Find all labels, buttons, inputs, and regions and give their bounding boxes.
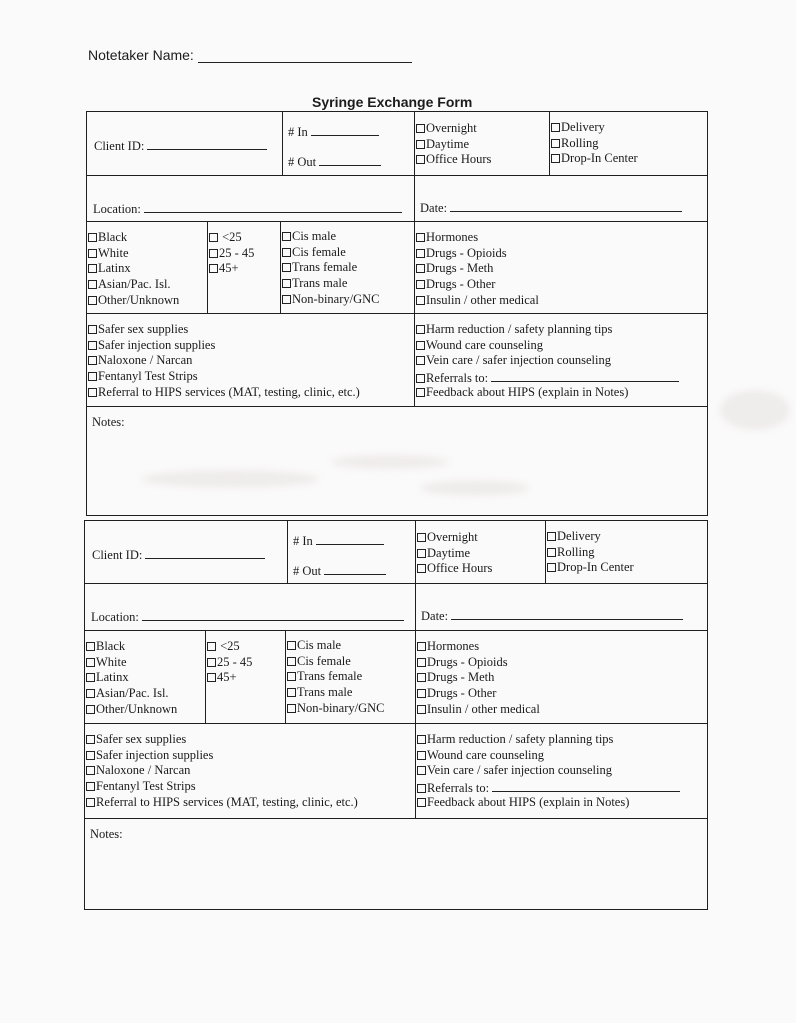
shift-options — [416, 121, 491, 168]
counseling-option — [416, 353, 679, 369]
checkbox-icon[interactable] — [287, 688, 296, 697]
row-divider — [86, 313, 708, 314]
gender-option — [287, 685, 385, 701]
location-field — [91, 608, 404, 626]
checkbox-icon[interactable] — [86, 642, 95, 651]
supply-options — [86, 732, 358, 810]
shift-option-label: Daytime — [426, 136, 470, 151]
checkbox-icon[interactable] — [88, 341, 97, 350]
row-divider — [84, 630, 708, 631]
supply-option — [88, 369, 360, 385]
counseling-option-label: Feedback about HIPS (explain in Notes) — [427, 794, 630, 809]
in-count-input[interactable] — [316, 532, 384, 545]
gender-option — [282, 245, 380, 261]
counseling-option — [417, 732, 680, 748]
date-field — [420, 199, 682, 217]
supply-option-label: Safer sex supplies — [98, 322, 189, 336]
checkbox-icon[interactable] — [88, 233, 97, 242]
checkbox-icon[interactable] — [86, 751, 95, 760]
checkbox-icon[interactable] — [417, 735, 426, 744]
checkbox-icon[interactable] — [417, 798, 426, 807]
column-divider — [549, 111, 550, 175]
race-option — [88, 230, 179, 246]
race-option — [86, 686, 177, 702]
checkbox-icon[interactable] — [417, 549, 426, 558]
checkbox-icon[interactable] — [282, 248, 291, 257]
client-id-field — [94, 137, 267, 155]
checkbox-icon[interactable] — [287, 672, 296, 681]
supply-option — [86, 763, 358, 779]
gender-option-label: Cis male — [297, 638, 342, 652]
shift-option-label: Office Hours — [426, 152, 492, 167]
counseling-option-label: Wound care counseling — [426, 337, 544, 352]
usage-option-label: Drugs - Other — [426, 277, 496, 292]
checkbox-icon[interactable] — [417, 533, 426, 542]
counseling-option-label: Wound care counseling — [427, 747, 545, 762]
checkbox-icon[interactable] — [416, 124, 425, 133]
column-divider — [282, 111, 283, 175]
usage-option — [416, 246, 539, 262]
site-option-label: Rolling — [557, 544, 595, 559]
checkbox-icon[interactable] — [416, 249, 425, 258]
gender-option — [287, 669, 385, 685]
supply-options — [88, 322, 360, 400]
counseling-options — [416, 322, 679, 400]
site-option-label: Drop-In Center — [561, 151, 638, 166]
gender-option-label: Cis female — [292, 244, 346, 259]
checkbox-icon[interactable] — [86, 658, 95, 667]
site-option-label: Drop-In Center — [557, 560, 634, 575]
checkbox-icon[interactable] — [547, 532, 556, 541]
date-input[interactable] — [451, 607, 683, 620]
gender-option — [282, 292, 380, 308]
location-label: Location: — [93, 202, 141, 216]
notes-label: Notes: — [90, 827, 123, 841]
counseling-option-label: Harm reduction / safety planning tips — [427, 732, 614, 746]
notetaker-field — [88, 47, 412, 63]
checkbox-icon[interactable] — [547, 548, 556, 557]
out-label: # Out — [293, 564, 322, 578]
checkbox-icon[interactable] — [86, 766, 95, 775]
checkbox-icon[interactable] — [287, 641, 296, 650]
gender-option — [287, 638, 385, 654]
checkbox-icon[interactable] — [207, 642, 216, 651]
site-option-label: Rolling — [561, 135, 599, 150]
checkbox-icon[interactable] — [207, 658, 216, 667]
row-divider — [84, 723, 708, 724]
checkbox-icon[interactable] — [88, 249, 97, 258]
column-divider — [287, 520, 288, 583]
checkbox-icon[interactable] — [416, 374, 425, 383]
race-option-label: Other/Unknown — [98, 292, 180, 307]
usage-option — [416, 293, 539, 309]
counseling-option — [416, 369, 679, 385]
site-option-label: Delivery — [557, 529, 601, 543]
date-label: Date: — [420, 201, 448, 215]
checkbox-icon[interactable] — [551, 139, 560, 148]
gender-option-label: Non-binary/GNC — [297, 700, 385, 715]
race-option-label: Asian/Pac. Isl. — [96, 686, 169, 701]
race-option-label: Black — [96, 639, 126, 653]
client-id-label: Client ID: — [92, 548, 143, 562]
site-options — [547, 529, 634, 576]
checkbox-icon[interactable] — [416, 264, 425, 273]
usage-option-label: Insulin / other medical — [427, 701, 540, 716]
site-option — [547, 545, 634, 561]
notes-label: Notes: — [92, 415, 125, 429]
checkbox-icon[interactable] — [416, 325, 425, 334]
site-option — [551, 151, 638, 167]
race-option — [88, 246, 179, 262]
referrals-to-input[interactable] — [491, 369, 679, 382]
row-divider — [84, 818, 708, 819]
checkbox-icon[interactable] — [417, 564, 426, 573]
race-option-label: White — [98, 245, 129, 260]
race-option-label: Latinx — [96, 670, 129, 685]
age-option-label: 45+ — [217, 670, 237, 685]
counseling-option-label: Vein care / safer injection counseling — [426, 353, 611, 368]
supply-option — [86, 748, 358, 764]
age-option-label: 45+ — [219, 261, 239, 276]
supply-option-label: Safer sex supplies — [96, 732, 187, 746]
checkbox-icon[interactable] — [417, 766, 426, 775]
checkbox-icon[interactable] — [417, 751, 426, 760]
in-label: # In — [293, 534, 313, 548]
checkbox-icon[interactable] — [86, 735, 95, 744]
shift-option-label: Daytime — [427, 545, 471, 560]
counseling-options — [417, 732, 680, 810]
supply-option-label: Fentanyl Test Strips — [98, 369, 198, 384]
shift-option-label: Overnight — [427, 530, 478, 544]
age-option-label: 25 - 45 — [217, 654, 253, 669]
counseling-option-label: Harm reduction / safety planning tips — [426, 322, 613, 336]
usage-option-label: Insulin / other medical — [426, 292, 539, 307]
column-divider — [415, 520, 416, 818]
checkbox-icon[interactable] — [416, 388, 425, 397]
supply-option — [86, 732, 358, 748]
checkbox-icon[interactable] — [86, 705, 95, 714]
checkbox-icon[interactable] — [88, 388, 97, 397]
checkbox-icon[interactable] — [416, 155, 425, 164]
date-input[interactable] — [450, 199, 682, 212]
usage-option — [417, 639, 540, 655]
checkbox-icon[interactable] — [88, 325, 97, 334]
checkbox-icon[interactable] — [547, 563, 556, 572]
supply-option-label: Referral to HIPS services (MAT, testing, clinic, etc.) — [98, 384, 360, 399]
row-divider — [86, 406, 708, 407]
gender-option-label: Non-binary/GNC — [292, 291, 380, 306]
counseling-option — [416, 385, 679, 401]
checkbox-icon[interactable] — [417, 689, 426, 698]
usage-options — [417, 639, 540, 717]
race-option — [88, 293, 179, 309]
counseling-option — [417, 748, 680, 764]
form-title: Syringe Exchange Form — [312, 94, 473, 110]
column-divider — [205, 630, 206, 723]
checkbox-icon[interactable] — [416, 296, 425, 305]
site-option — [547, 560, 634, 576]
checkbox-icon[interactable] — [88, 372, 97, 381]
supply-option — [88, 322, 360, 338]
race-option-label: Latinx — [98, 261, 131, 276]
client-id-label: Client ID: — [94, 139, 145, 153]
out-label: # Out — [288, 155, 317, 169]
race-options — [88, 230, 179, 308]
checkbox-icon[interactable] — [88, 264, 97, 273]
site-option-label: Delivery — [561, 120, 605, 134]
out-count-field — [288, 153, 381, 171]
usage-option — [416, 261, 539, 277]
supply-option — [88, 385, 360, 401]
notes-input[interactable] — [90, 434, 704, 512]
gender-option-label: Trans female — [292, 260, 358, 275]
site-option — [551, 136, 638, 152]
supply-option-label: Fentanyl Test Strips — [96, 779, 196, 794]
shift-option-label: Overnight — [426, 121, 477, 135]
checkbox-icon[interactable] — [287, 704, 296, 713]
checkbox-icon[interactable] — [282, 295, 291, 304]
site-option — [547, 529, 634, 545]
checkbox-icon[interactable] — [207, 673, 216, 682]
shift-option — [417, 561, 492, 577]
checkbox-icon[interactable] — [209, 264, 218, 273]
usage-option-label: Drugs - Opioids — [427, 654, 508, 669]
location-input[interactable] — [144, 200, 402, 213]
gender-option-label: Cis male — [292, 229, 337, 243]
checkbox-icon[interactable] — [417, 673, 426, 682]
out-count-input[interactable] — [324, 562, 386, 575]
usage-option — [417, 655, 540, 671]
counseling-option-label: Referrals to: — [427, 781, 490, 796]
checkbox-icon[interactable] — [88, 280, 97, 289]
counseling-option — [416, 338, 679, 354]
checkbox-icon[interactable] — [416, 140, 425, 149]
usage-option — [417, 686, 540, 702]
checkbox-icon[interactable] — [86, 782, 95, 791]
gender-option-label: Cis female — [297, 653, 351, 668]
row-divider — [86, 175, 708, 176]
checkbox-icon[interactable] — [282, 232, 291, 241]
supply-option — [86, 779, 358, 795]
gender-option-label: Trans male — [292, 276, 348, 291]
age-option — [207, 639, 252, 655]
shift-option — [416, 152, 491, 168]
checkbox-icon[interactable] — [417, 705, 426, 714]
counseling-option — [417, 779, 680, 795]
age-options — [207, 639, 252, 686]
date-field — [421, 607, 683, 625]
date-label: Date: — [421, 609, 449, 623]
checkbox-icon[interactable] — [417, 784, 426, 793]
supply-option-label: Safer injection supplies — [98, 337, 216, 352]
checkbox-icon[interactable] — [417, 658, 426, 667]
usage-options — [416, 230, 539, 308]
supply-option — [88, 338, 360, 354]
client-id-input[interactable] — [145, 546, 265, 559]
in-count-field — [293, 532, 384, 550]
notes-input[interactable] — [88, 846, 704, 906]
gender-option — [282, 260, 380, 276]
checkbox-icon[interactable] — [209, 233, 218, 242]
gender-option — [282, 276, 380, 292]
notetaker-label: Notetaker Name: — [88, 47, 194, 63]
usage-option — [417, 702, 540, 718]
in-count-input[interactable] — [311, 123, 379, 136]
supply-option — [88, 353, 360, 369]
location-input[interactable] — [142, 608, 404, 621]
referrals-to-input[interactable] — [492, 779, 680, 792]
age-option-label: <25 — [219, 230, 242, 244]
checkbox-icon[interactable] — [287, 657, 296, 666]
out-count-field — [293, 562, 386, 580]
site-options — [551, 120, 638, 167]
checkbox-icon[interactable] — [416, 356, 425, 365]
location-label: Location: — [91, 610, 139, 624]
age-options — [209, 230, 254, 277]
checkbox-icon[interactable] — [209, 249, 218, 258]
usage-option-label: Hormones — [427, 639, 480, 653]
client-id-input[interactable] — [147, 137, 267, 150]
checkbox-icon[interactable] — [551, 154, 560, 163]
checkbox-icon[interactable] — [86, 673, 95, 682]
race-option — [86, 655, 177, 671]
in-label: # In — [288, 125, 308, 139]
gender-option-label: Trans male — [297, 685, 353, 700]
usage-option-label: Hormones — [426, 230, 479, 244]
race-option-label: Asian/Pac. Isl. — [98, 277, 171, 292]
usage-option-label: Drugs - Meth — [426, 261, 494, 276]
counseling-option-label: Vein care / safer injection counseling — [427, 763, 612, 778]
age-option-label: 25 - 45 — [219, 245, 255, 260]
race-option-label: Black — [98, 230, 128, 244]
race-option — [88, 277, 179, 293]
race-option-label: Other/Unknown — [96, 701, 178, 716]
checkbox-icon[interactable] — [86, 689, 95, 698]
out-count-input[interactable] — [319, 153, 381, 166]
notetaker-name-input[interactable] — [198, 48, 412, 63]
gender-option-label: Trans female — [297, 669, 363, 684]
shift-options — [417, 530, 492, 577]
race-option — [86, 702, 177, 718]
age-option — [209, 261, 254, 277]
shift-option — [417, 546, 492, 562]
supply-option-label: Safer injection supplies — [96, 747, 214, 762]
supply-option — [86, 795, 358, 811]
race-option — [86, 639, 177, 655]
supply-option-label: Naloxone / Narcan — [98, 353, 193, 368]
shift-option-label: Office Hours — [427, 561, 493, 576]
race-options — [86, 639, 177, 717]
column-divider — [545, 520, 546, 583]
gender-option — [287, 654, 385, 670]
counseling-option — [416, 322, 679, 338]
checkbox-icon[interactable] — [551, 123, 560, 132]
row-divider — [84, 583, 708, 584]
site-option — [551, 120, 638, 136]
column-divider — [285, 630, 286, 723]
gender-options — [282, 229, 380, 307]
shift-option — [416, 121, 491, 137]
age-option — [207, 670, 252, 686]
counseling-option-label: Referrals to: — [426, 371, 489, 386]
counseling-option-label: Feedback about HIPS (explain in Notes) — [426, 384, 629, 399]
usage-option-label: Drugs - Opioids — [426, 245, 507, 260]
checkbox-icon[interactable] — [88, 296, 97, 305]
age-option — [209, 230, 254, 246]
checkbox-icon[interactable] — [416, 341, 425, 350]
age-option-label: <25 — [217, 639, 240, 653]
usage-option — [416, 230, 539, 246]
column-divider — [280, 221, 281, 313]
race-option-label: White — [96, 654, 127, 669]
checkbox-icon[interactable] — [282, 263, 291, 272]
checkbox-icon[interactable] — [416, 280, 425, 289]
shift-option — [416, 137, 491, 153]
in-count-field — [288, 123, 379, 141]
counseling-option — [417, 763, 680, 779]
checkbox-icon[interactable] — [86, 798, 95, 807]
race-option — [88, 261, 179, 277]
usage-option — [417, 670, 540, 686]
age-option — [207, 655, 252, 671]
supply-option-label: Naloxone / Narcan — [96, 763, 191, 778]
client-id-field — [92, 546, 265, 564]
age-option — [209, 246, 254, 262]
row-divider — [86, 221, 708, 222]
checkbox-icon[interactable] — [88, 356, 97, 365]
column-divider — [207, 221, 208, 313]
usage-option-label: Drugs - Meth — [427, 670, 495, 685]
usage-option-label: Drugs - Other — [427, 686, 497, 701]
checkbox-icon[interactable] — [416, 233, 425, 242]
supply-option-label: Referral to HIPS services (MAT, testing, clinic, etc.) — [96, 794, 358, 809]
checkbox-icon[interactable] — [282, 279, 291, 288]
shift-option — [417, 530, 492, 546]
usage-option — [416, 277, 539, 293]
checkbox-icon[interactable] — [417, 642, 426, 651]
gender-option — [282, 229, 380, 245]
counseling-option — [417, 795, 680, 811]
column-divider — [414, 111, 415, 406]
race-option — [86, 670, 177, 686]
gender-option — [287, 701, 385, 717]
gender-options — [287, 638, 385, 716]
location-field — [93, 200, 402, 218]
